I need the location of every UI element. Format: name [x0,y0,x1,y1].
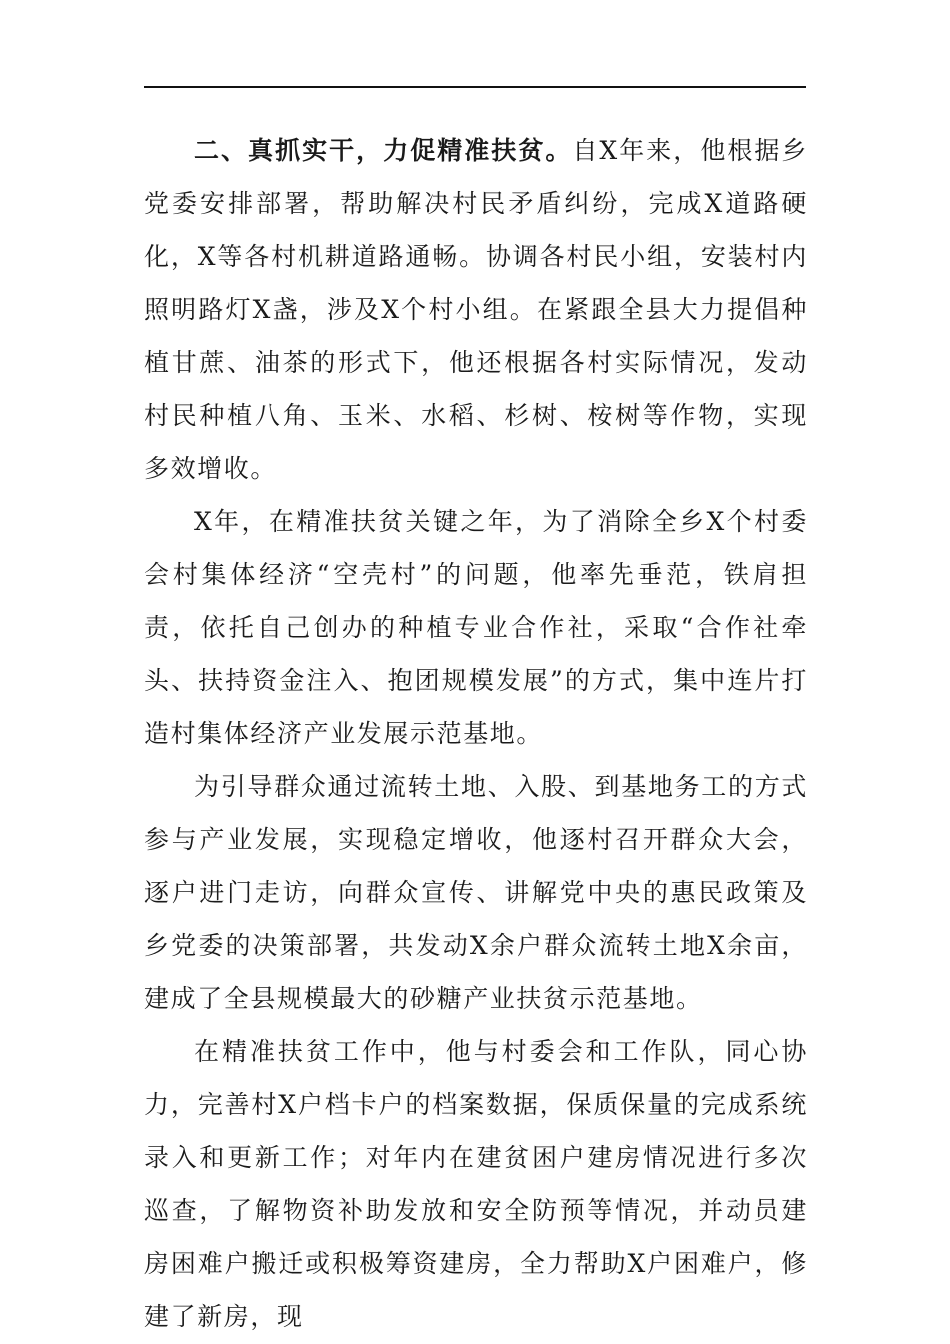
document-body [144,124,808,1343]
paragraph-1 [144,124,808,495]
paragraph-2: X年，在精准扶贫关键之年，为了消除全乡X个村委会村集体经济“空壳村”的问题，他率先垂范，铁肩担责，依托自己创办的种植专业合作社，采取“合作社牵头、扶持资金注入、抱团规模发展”的方式，集中连片打造村集体经济产业发展示范基地。 [144,507,808,748]
paragraph-1-text: 自X年来，他根据乡党委安排部署，帮助解决村民矛盾纠纷，完成X道路硬化，X等各村机耕道路通畅。协调各村民小组，安装村内照明路灯X盏，涉及X个村小组。在紧跟全县大力提倡种植甘蔗、油茶的形式下，他还根据各村实际情况，发动村民种植八角、玉米、水稻、杉树、桉树等作物，实现多效增收。 [144,136,809,483]
header-rule [144,86,806,88]
paragraph-3: 为引导群众通过流转土地、入股、到基地务工的方式参与产业发展，实现稳定增收，他逐村召开群众大会，逐户进门走访，向群众宣传、讲解党中央的惠民政策及乡党委的决策部署，共发动X余户群众流转土地X余亩，建成了全县规模最大的砂糖产业扶贫示范基地。 [144,772,808,1013]
paragraph-4: 在精准扶贫工作中，他与村委会和工作队，同心协力，完善村X户档卡户的档案数据，保质保量的完成系统录入和更新工作；对年内在建贫困户建房情况进行多次巡查，了解物资补助发放和安全防预等情况，并动员建房困难户搬迁或积极筹资建房，全力帮助X户困难户，修建了新房，现 [144,1037,808,1331]
section-heading: 二、真抓实干，力促精准扶贫。 [194,136,573,165]
